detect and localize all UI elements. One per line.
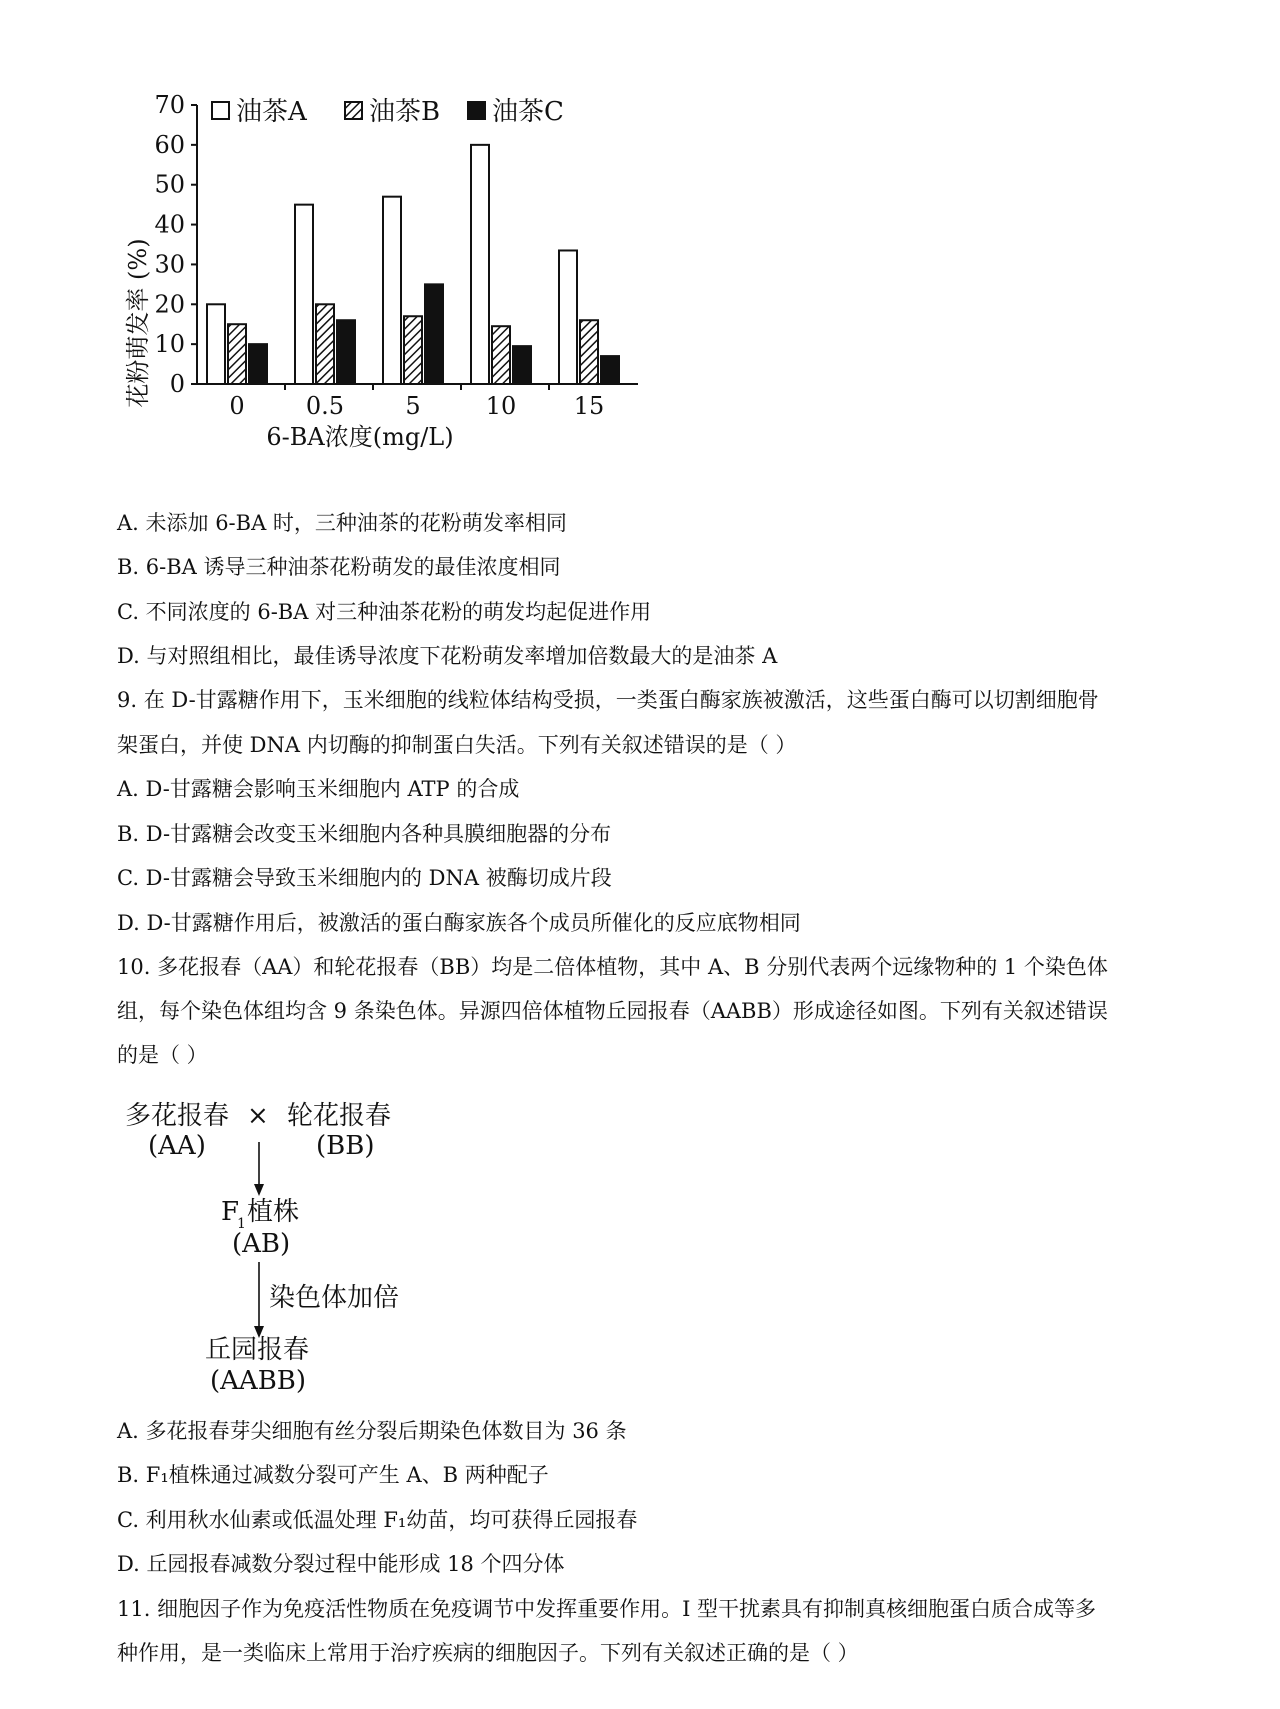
y-tick-label: 30	[154, 250, 185, 279]
bar-2-4	[492, 326, 510, 384]
q9-option-a: A. D-甘露糖会影响玉米细胞内 ATP 的合成	[117, 777, 520, 801]
bar-3-1	[249, 344, 267, 384]
bar-2-2	[316, 304, 334, 384]
x-tick-label: 0	[229, 392, 245, 420]
legend-label-2: 油茶B	[369, 97, 441, 127]
breeding-pathway-diagram	[110, 1090, 470, 1400]
y-tick-label: 20	[154, 290, 185, 319]
y-tick-label: 50	[154, 170, 185, 199]
bar-2-3	[404, 316, 422, 384]
bar-2-5	[580, 320, 598, 384]
q10-stem-line-1: 10. 多花报春（AA）和轮花报春（BB）均是二倍体植物，其中 A、B 分别代表两个远缘物种的 1 个染色体	[117, 955, 1108, 979]
product-genome: (AABB)	[210, 1366, 307, 1396]
x-tick-label: 5	[405, 392, 421, 420]
q9-option-b: B. D-甘露糖会改变玉米细胞内各种具膜细胞器的分布	[117, 822, 612, 846]
bar-1-5	[559, 250, 577, 384]
f1-genome: (AB)	[232, 1229, 291, 1259]
bar-3-2	[337, 320, 355, 384]
legend-label-1: 油茶A	[236, 97, 307, 127]
bar-1-4	[471, 145, 489, 384]
bar-1-1	[207, 304, 225, 384]
y-tick-label: 70	[154, 91, 185, 119]
q9-option-d: D. D-甘露糖作用后，被激活的蛋白酶家族各个成员所催化的反应底物相同	[117, 911, 801, 935]
bar-1-3	[383, 197, 401, 384]
germination-bar-chart	[110, 88, 670, 488]
q10-stem-line-3: 的是（ ）	[117, 1043, 208, 1067]
q9-stem-line-2: 架蛋白，并使 DNA 内切酶的抑制蛋白失活。下列有关叙述错误的是（ ）	[117, 733, 797, 757]
x-tick-label: 0.5	[305, 392, 345, 420]
bar-3-4	[513, 346, 531, 384]
parent2-genome: (BB)	[316, 1131, 375, 1161]
y-tick-label: 0	[169, 370, 185, 398]
q8-option-c: C. 不同浓度的 6-BA 对三种油茶花粉的萌发均起促进作用	[117, 600, 652, 624]
q10-option-b: B. F₁植株通过减数分裂可产生 A、B 两种配子	[117, 1463, 549, 1487]
q8-option-d: D. 与对照组相比，最佳诱导浓度下花粉萌发率增加倍数最大的是油茶 A	[117, 644, 778, 668]
x-tick-label: 15	[573, 392, 605, 420]
q10-option-c: C. 利用秋水仙素或低温处理 F₁幼苗，均可获得丘园报春	[117, 1508, 638, 1532]
y-tick-label: 10	[154, 330, 185, 359]
q11-stem-line-2: 种作用，是一类临床上常用于治疗疾病的细胞因子。下列有关叙述正确的是（ ）	[117, 1641, 859, 1665]
bar-1-2	[295, 205, 313, 384]
q9-option-c: C. D-甘露糖会导致玉米细胞内的 DNA 被酶切成片段	[117, 866, 612, 890]
legend-label-3: 油茶C	[492, 97, 564, 127]
q11-stem-line-1: 11. 细胞因子作为免疫活性物质在免疫调节中发挥重要作用。I 型干扰素具有抑制真核细胞蛋白质合成等多	[117, 1597, 1097, 1621]
q10-option-a: A. 多花报春芽尖细胞有丝分裂后期染色体数目为 36 条	[117, 1419, 627, 1443]
x-tick-label: 10	[485, 392, 517, 420]
f1-label: 植株	[247, 1197, 300, 1227]
y-tick-label: 40	[154, 210, 185, 239]
bar-2-1	[228, 324, 246, 384]
q10-option-d: D. 丘园报春减数分裂过程中能形成 18 个四分体	[117, 1552, 565, 1576]
y-axis-label: 花粉萌发率 (%)	[124, 238, 152, 408]
x-axis-label: 6-BA浓度(mg/L)	[266, 423, 454, 451]
y-tick-label: 60	[154, 130, 185, 159]
arrow-head-1	[254, 1184, 264, 1196]
product-label: 丘园报春	[205, 1335, 310, 1365]
f1-letter: F	[221, 1197, 240, 1227]
legend-swatch-2	[345, 102, 362, 119]
f1-subscript: 1	[237, 1216, 246, 1232]
bar-3-3	[425, 284, 443, 384]
q10-stem-line-2: 组，每个染色体组均含 9 条染色体。异源四倍体植物丘园报春（AABB）形成途径如图。下列有关叙述错误	[117, 999, 1108, 1023]
q8-option-a: A. 未添加 6-BA 时，三种油茶的花粉萌发率相同	[117, 511, 567, 535]
legend-swatch-3	[468, 102, 485, 119]
q8-option-b: B. 6-BA 诱导三种油茶花粉萌发的最佳浓度相同	[117, 555, 561, 579]
parent1-label: 多花报春	[125, 1101, 230, 1131]
parent1-genome: (AA)	[148, 1131, 206, 1161]
bar-3-5	[601, 356, 619, 384]
parent2-label: 轮花报春	[287, 1101, 392, 1131]
q9-stem-line-1: 9. 在 D-甘露糖作用下，玉米细胞的线粒体结构受损，一类蛋白酶家族被激活，这些蛋白酶可以切割细胞骨	[117, 688, 1099, 712]
cross-symbol: ×	[247, 1101, 269, 1131]
doubling-label: 染色体加倍	[269, 1283, 400, 1313]
legend-swatch-1	[212, 102, 229, 119]
